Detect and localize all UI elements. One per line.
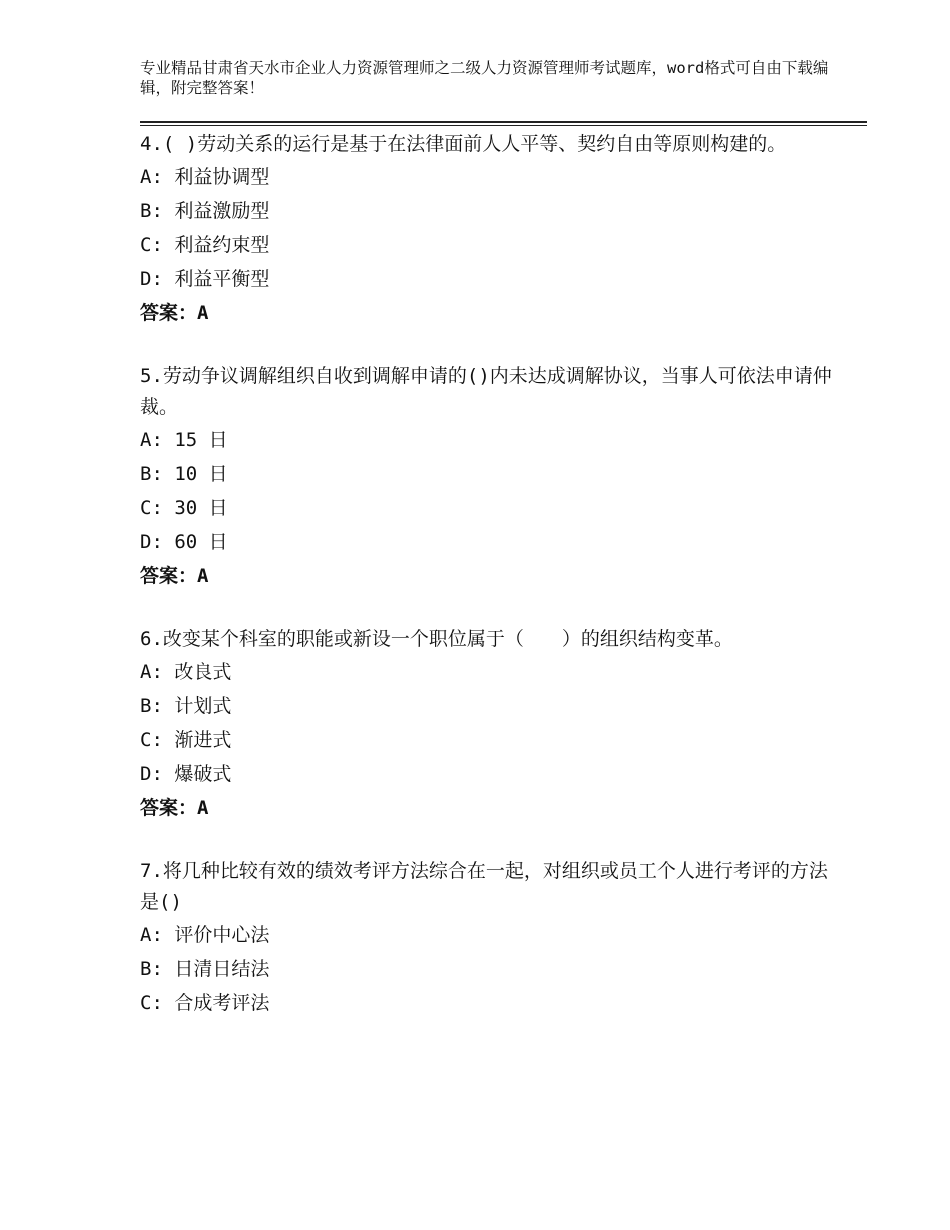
question-body: 改变某个科室的职能或新设一个职位属于（ ）的组织结构变革。 xyxy=(162,628,733,650)
option-c: C: 合成考评法 xyxy=(140,992,270,1014)
option-b: B: 日清日结法 xyxy=(140,958,270,980)
question-number: 6. xyxy=(140,628,163,650)
option-a: A: 利益协调型 xyxy=(140,166,270,188)
header-divider-thin xyxy=(140,125,867,126)
question-7 xyxy=(140,855,840,1020)
question-text xyxy=(140,855,840,918)
option-d: D: 爆破式 xyxy=(140,763,232,785)
question-4 xyxy=(140,128,840,330)
question-body: 劳动争议调解组织自收到调解申请的()内未达成调解协议，当事人可依法申请仲裁。 xyxy=(140,365,832,418)
question-5 xyxy=(140,360,840,593)
header-divider-thick xyxy=(140,121,867,123)
question-body: 将几种比较有效的绩效考评方法综合在一起，对组织或员工个人进行考评的方法是() xyxy=(140,860,828,913)
question-text xyxy=(140,623,840,655)
option-a: A: 15 日 xyxy=(140,429,228,451)
question-6 xyxy=(140,623,840,825)
question-text xyxy=(140,128,840,160)
option-c: C: 30 日 xyxy=(140,497,228,519)
answer-line: 答案：A xyxy=(140,302,209,324)
question-text xyxy=(140,360,840,423)
option-b: B: 计划式 xyxy=(140,695,232,717)
answer-line: 答案：A xyxy=(140,797,209,819)
option-c: C: 利益约束型 xyxy=(140,234,270,256)
document-header: 专业精品甘肃省天水市企业人力资源管理师之二级人力资源管理师考试题库，word格式可自由下载编辑，附完整答案！ xyxy=(140,59,829,97)
option-d: D: 利益平衡型 xyxy=(140,268,270,290)
option-d: D: 60 日 xyxy=(140,531,228,553)
option-a: A: 评价中心法 xyxy=(140,924,270,946)
question-body: ( )劳动关系的运行是基于在法律面前人人平等、契约自由等原则构建的。 xyxy=(162,133,787,155)
question-number: 7. xyxy=(140,860,163,882)
answer-line: 答案：A xyxy=(140,565,209,587)
option-c: C: 渐进式 xyxy=(140,729,232,751)
question-list xyxy=(140,128,840,1050)
option-b: B: 10 日 xyxy=(140,463,228,485)
option-a: A: 改良式 xyxy=(140,661,232,683)
option-b: B: 利益激励型 xyxy=(140,200,270,222)
question-number: 4. xyxy=(140,133,163,155)
question-number: 5. xyxy=(140,365,163,387)
